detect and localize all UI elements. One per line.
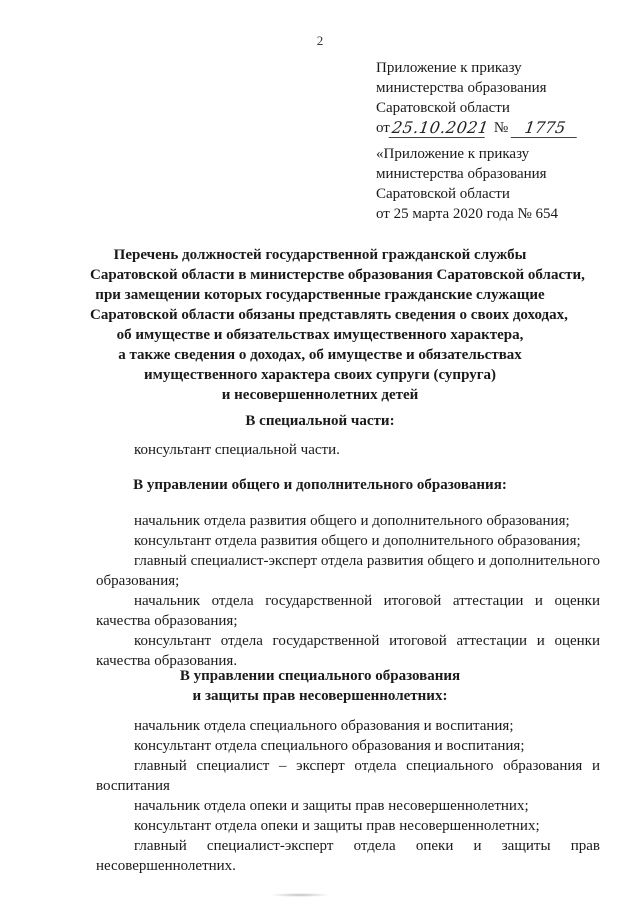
list-item: консультант специальной части. [134,442,340,458]
list-item: начальник отдела развития общего и дополнительного образования; [134,513,570,529]
title-line: Саратовской области обязаны представлять сведения о своих доходах, [90,307,568,323]
appendix-order-block [376,58,626,138]
prefix-from: от [376,120,390,136]
number-sign: № [493,120,509,136]
order-date-number-line [376,118,626,138]
title-line: имущественного характера своих супруги (супруга) [143,367,497,383]
appendix-original-block [376,144,626,224]
list-item: главный специалист-эксперт отдела опеки и защиты прав несовершеннолетних. [96,838,600,874]
section-heading [90,411,550,431]
list-item: главный специалист-эксперт отдела развития общего и дополнительного образования; [96,553,600,589]
document-title [90,245,585,405]
title-line: и несовершеннолетних детей [221,387,419,403]
list-item: консультант отдела опеки и защиты прав несовершеннолетних; [134,818,540,834]
list-item: начальник отдела государственной итоговой аттестации и оценки качества образования; [96,593,600,629]
section-heading-line: и защиты прав несовершеннолетних: [192,688,448,704]
position-list [96,511,600,671]
list-item: начальник отдела специального образования и воспитания; [134,718,514,734]
list-item: консультант отдела государственной итоговой аттестации и оценки качества образования. [96,633,600,669]
list-item: консультант отдела развития общего и дополнительного образования; [134,533,581,549]
list-item: начальник отдела опеки и защиты прав несовершеннолетних; [134,798,529,814]
section-heading-line: В управлении специального образования [179,668,461,684]
title-line: при замещении которых государственные гражданские служащие [95,287,545,303]
title-line: об имуществе и обязательствах имущественного характера, [116,327,524,343]
scan-artifact [270,893,330,897]
appendix-line: министерства образования [376,166,547,182]
section-heading-line: В специальной части: [245,413,395,429]
section-heading-line: В управлении общего и дополнительного образования: [133,477,507,493]
appendix-line: Приложение к приказу [376,60,522,76]
appendix-line: Саратовской области [376,186,510,202]
title-line: Саратовской области в министерстве образования Саратовской области, [90,267,585,283]
handwritten-number: 1775 [511,119,580,138]
list-item: главный специалист – эксперт отдела специального образования и воспитания [96,758,600,794]
title-line: а также сведения о доходах, об имуществе и обязательствах [118,347,522,363]
section-heading [90,475,550,495]
list-item: консультант отдела специального образования и воспитания; [134,738,525,754]
section-heading [90,666,550,706]
position-list [96,440,600,460]
title-line: Перечень должностей государственной гражданской службы [113,247,527,263]
appendix-line: «Приложение к приказу [376,146,530,162]
appendix-line: Саратовской области [376,100,510,116]
page-number: 2 [316,33,324,48]
appendix-line: от 25 марта 2020 года № 654 [376,206,559,222]
appendix-line: министерства образования [376,80,547,96]
handwritten-date: 25.10.2021 [389,119,488,138]
position-list [96,716,600,876]
